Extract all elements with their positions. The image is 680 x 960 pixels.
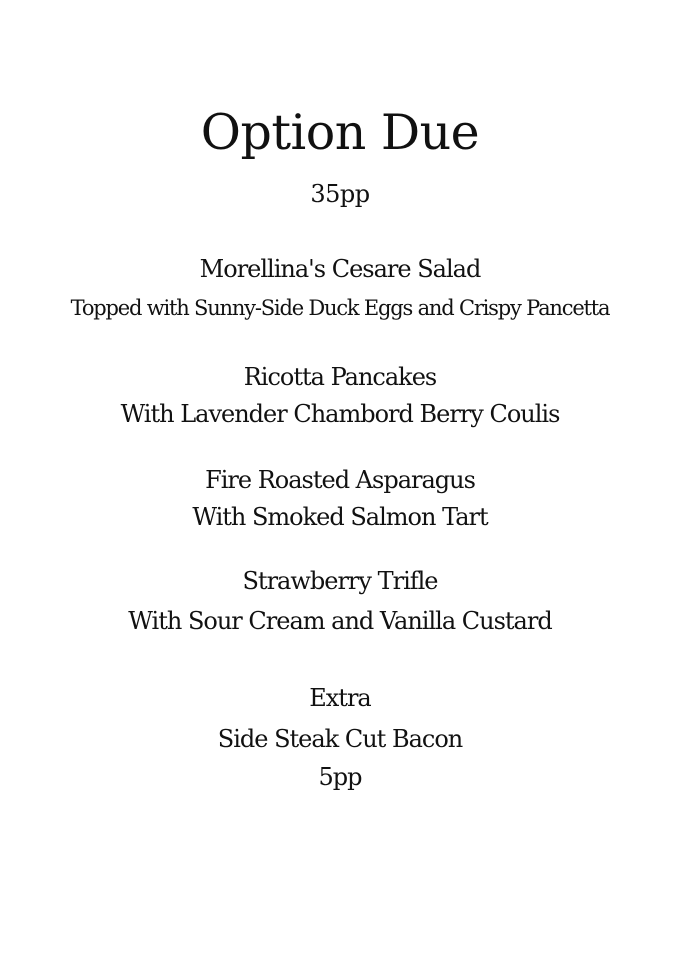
course-3-description: With Smoked Salmon Tart: [192, 503, 488, 531]
extra-item: Side Steak Cut Bacon: [217, 725, 463, 753]
course-3-name: Fire Roasted Asparagus: [205, 466, 475, 494]
course-4-name: Strawberry Trifle: [242, 567, 438, 595]
course-2-name: Ricotta Pancakes: [243, 363, 437, 391]
course-1-name: Morellina's Cesare Salad: [199, 255, 481, 283]
extra-price: 5pp: [318, 763, 362, 791]
course-1-description: Topped with Sunny-Side Duck Eggs and Crispy Pancetta: [70, 296, 610, 320]
extra-heading: Extra: [309, 684, 371, 712]
course-4-description: With Sour Cream and Vanilla Custard: [128, 607, 552, 635]
course-2-description: With Lavender Chambord Berry Coulis: [120, 400, 560, 428]
menu-price: 35pp: [310, 180, 370, 208]
menu-title: Option Due: [200, 104, 480, 161]
